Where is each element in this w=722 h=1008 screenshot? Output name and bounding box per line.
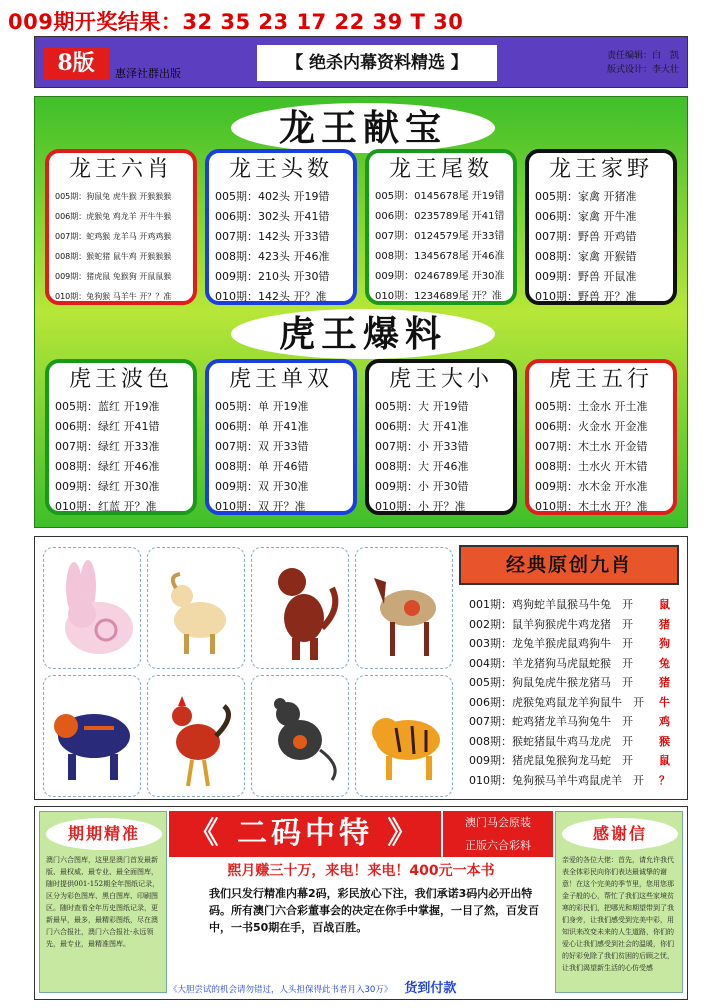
right-panel-title: 感谢信 <box>562 818 678 850</box>
list-item: 008期：猴蛇猪鼠牛鸡马龙虎 开 猴 <box>469 734 670 748</box>
card-title: 龙王六肖 <box>68 157 173 182</box>
list-item: 003期：龙兔羊猴虎鼠鸡狗牛 开 狗 <box>469 637 670 650</box>
card-row: 006期：绿红 开41错 <box>55 420 160 433</box>
card-row: 005期：0145678尾 开19错 <box>375 191 505 202</box>
section-title-dragon: 龙王献宝 <box>231 103 495 153</box>
card-row: 008期：423头 开46准 <box>215 250 330 263</box>
card-row: 010期：野兽 开？准 <box>535 290 637 303</box>
ad-headline: 《 二码中特 》 <box>169 811 441 857</box>
card-row: 010期：木土水 开？准 <box>535 500 648 513</box>
ad-earn-line: 煕月赚三十万，来电！来电！400元一本书 <box>227 863 495 879</box>
card-row: 006期：302头 开41错 <box>215 210 330 223</box>
card-row: 010期：1234689尾 开？准 <box>375 291 502 302</box>
card-row: 006期：虎猴兔 鸡龙羊 开牛牛猴 <box>55 212 172 221</box>
credits <box>607 49 679 77</box>
card-row: 010期：兔狗猴 马羊牛 开？？准 <box>55 292 172 301</box>
card-row: 007期：绿红 开33准 <box>55 440 160 453</box>
card-row: 005期：402头 开19错 <box>215 190 330 203</box>
card-title: 虎王大小 <box>388 367 493 392</box>
card-row: 007期：0124579尾 开33错 <box>375 231 505 242</box>
card-row: 010期：双 开？准 <box>215 500 306 513</box>
card-row: 009期：猪虎鼠 兔猴狗 开鼠鼠猴 <box>55 272 172 281</box>
rat-illustration <box>251 675 349 797</box>
card-row: 005期：土金水 开土准 <box>535 400 648 413</box>
card-row: 007期：142头 开33错 <box>215 230 330 243</box>
ad-side-line2: 正版六合彩料 <box>465 839 531 852</box>
list-item: 010期：兔狗猴马羊牛鸡鼠虎羊 开 ？ <box>469 773 670 787</box>
ad-side-tag <box>443 811 553 857</box>
list-item: 005期：狗鼠兔虎牛猴龙猪马 开 猪 <box>469 676 670 689</box>
card-row: 007期：蛇鸡猴 龙羊马 开鸡鸡猴 <box>55 232 172 241</box>
card-dragon-head-number <box>205 149 357 305</box>
card-title: 虎王波色 <box>68 367 173 392</box>
card-row: 010期：142头 开？准 <box>215 290 327 303</box>
header-banner <box>34 36 688 88</box>
cash-on-delivery: 货到付款 <box>404 981 457 996</box>
list-item: 001期：鸡狗蛇羊鼠猴马牛兔 开 鼠 <box>469 598 670 611</box>
card-row: 006期：单 开41准 <box>215 420 309 433</box>
card-title: 虎王五行 <box>548 367 653 392</box>
ad-footer <box>169 977 553 996</box>
card-title: 龙王尾数 <box>388 157 493 182</box>
card-row: 009期：野兽 开鼠准 <box>535 270 637 283</box>
list-item: 006期：虎猴兔鸡鼠龙羊狗鼠牛 开 牛 <box>469 695 670 709</box>
card-row: 009期：210头 开30错 <box>215 270 330 283</box>
card-row: 008期：绿红 开46准 <box>55 460 160 473</box>
list-item: 007期：蛇鸡猪龙羊马狗兔牛 开 鸡 <box>469 715 670 728</box>
ad-side-line1: 澳门马会原装 <box>465 816 531 829</box>
bottom-section <box>34 806 688 1000</box>
card-row: 007期：木土水 开金错 <box>535 440 648 453</box>
card-tiger-wave-color <box>45 359 197 515</box>
monkey-illustration <box>251 547 349 669</box>
card-row: 009期：双 开30准 <box>215 480 309 493</box>
predictions-panel <box>34 96 688 528</box>
card-row: 010期：红蓝 开？准 <box>55 500 157 513</box>
publisher-label: 惠泽社群出版 <box>115 67 181 80</box>
tiger-illustration <box>355 675 453 797</box>
goat-illustration <box>147 547 245 669</box>
ad-paragraph: 我们只发行精准内幕2码，彩民放心下注，我们承诺3码内必开出特码。所有澳门六合彩董事会的决定在你手中掌握，一目了然，百发百中，一书50期在手，百战百胜。 <box>209 887 539 934</box>
zodiac-nine-title: 经典原创九肖 <box>459 545 679 585</box>
list-item: 002期：鼠羊狗猴虎牛鸡龙猪 开 猪 <box>469 617 670 631</box>
card-row: 009期：水木金 开水准 <box>535 480 648 493</box>
card-title: 龙王头数 <box>228 157 333 182</box>
card-row: 006期：火金水 开金准 <box>535 420 648 433</box>
card-row: 008期：猴蛇猪 鼠牛鸡 开猴猴猴 <box>55 252 172 261</box>
right-panel-text: 亲爱的各位大佬：首先，请允许我代表全体彩民向你们表达最诚挚的谢意！在这个完美的季节里，您用您那金子般的心，帮忙了我们这些家境贫寒的彩民们，把哪光和期望带到了我们身旁，让我们感受到完美中彩，用知识来改变未来的人生道路，你们的爱心让我们感受到社会的温暖，你们的好彩免除了我们贫困的后顾之忧，让我们渴望新生活的心仿受感 <box>562 856 674 972</box>
card-tiger-big-small <box>365 359 517 515</box>
card-row: 005期：单 开19准 <box>215 400 309 413</box>
card-row: 008期：土水火 开木错 <box>535 460 648 473</box>
section-title-tiger: 虎王爆料 <box>231 309 495 359</box>
card-row: 008期：大 开46准 <box>375 460 469 473</box>
card-row: 008期：家禽 开猴错 <box>535 250 637 263</box>
editor-credit: 责任编辑：白 凯 <box>606 51 679 61</box>
card-row: 007期：野兽 开鸡错 <box>535 230 637 243</box>
version-badge: 8版 <box>43 47 109 79</box>
card-row: 006期：家禽 开牛准 <box>535 210 637 223</box>
card-title: 虎王单双 <box>228 367 333 392</box>
zodiac-nine-list <box>469 595 681 790</box>
card-row: 007期：小 开33错 <box>375 440 469 453</box>
card-row: 005期：大 开19错 <box>375 400 469 413</box>
page-title: 【 绝杀内幕资料精选 】 <box>257 45 497 81</box>
card-row: 008期：1345678尾 开46准 <box>375 251 505 262</box>
card-row: 007期：双 开33错 <box>215 440 309 453</box>
card-row: 008期：单 开46错 <box>215 460 309 473</box>
card-row: 005期：狗鼠兔 虎牛猴 开猴猴猴 <box>55 192 172 201</box>
card-tiger-five-elements <box>525 359 677 515</box>
card-dragon-tail-number <box>365 149 517 305</box>
left-info-panel <box>39 811 167 993</box>
rabbit-illustration <box>43 547 141 669</box>
rooster-illustration <box>147 675 245 797</box>
card-row: 006期：大 开41准 <box>375 420 469 433</box>
card-dragon-domestic-wild <box>525 149 677 305</box>
ad-footer-text: 《大胆尝试的机会请勿错过，人头担保得此书者月入30万》 <box>169 985 393 995</box>
card-row: 006期：0235789尾 开41错 <box>375 211 505 222</box>
list-item: 004期：羊龙猪狗马虎鼠蛇猴 开 兔 <box>469 656 670 670</box>
card-row: 009期：小 开30错 <box>375 480 469 493</box>
horse-illustration <box>355 547 453 669</box>
ox-illustration <box>43 675 141 797</box>
left-panel-title: 期期精准 <box>46 818 162 850</box>
zodiac-section <box>34 536 688 800</box>
card-title: 龙王家野 <box>548 157 653 182</box>
draw-result-headline: 009期开奖结果：32 35 23 17 22 39 T 30 <box>8 10 464 34</box>
card-row: 005期：家禽 开猪准 <box>535 190 637 203</box>
list-item: 009期：猪虎鼠兔猴狗龙马蛇 开 鼠 <box>469 754 670 767</box>
right-info-panel <box>555 811 683 993</box>
card-dragon-six-zodiac <box>45 149 197 305</box>
card-row: 005期：蓝红 开19准 <box>55 400 160 413</box>
card-row: 010期：小 开？准 <box>375 500 466 513</box>
card-row: 009期：绿红 开30准 <box>55 480 160 493</box>
card-row: 009期：0246789尾 开30准 <box>375 271 505 282</box>
left-panel-text: 澳门六合图库，这里是澳门首发最新版、最权威、最专业、最全面图库，随时提供001-152期全年图纸记录，区分为彩色图库、黑白图库、印刷图区。随时查看全年历史图纸记录，更新最早，最多，最精彩图纸，尽在澳门六合报社，澳门六合报社-永远领先，最专业，最精准图库。 <box>46 856 160 948</box>
card-tiger-odd-even <box>205 359 357 515</box>
ad-panel <box>169 811 553 996</box>
designer-credit: 版式设计：李大壮 <box>606 65 679 75</box>
